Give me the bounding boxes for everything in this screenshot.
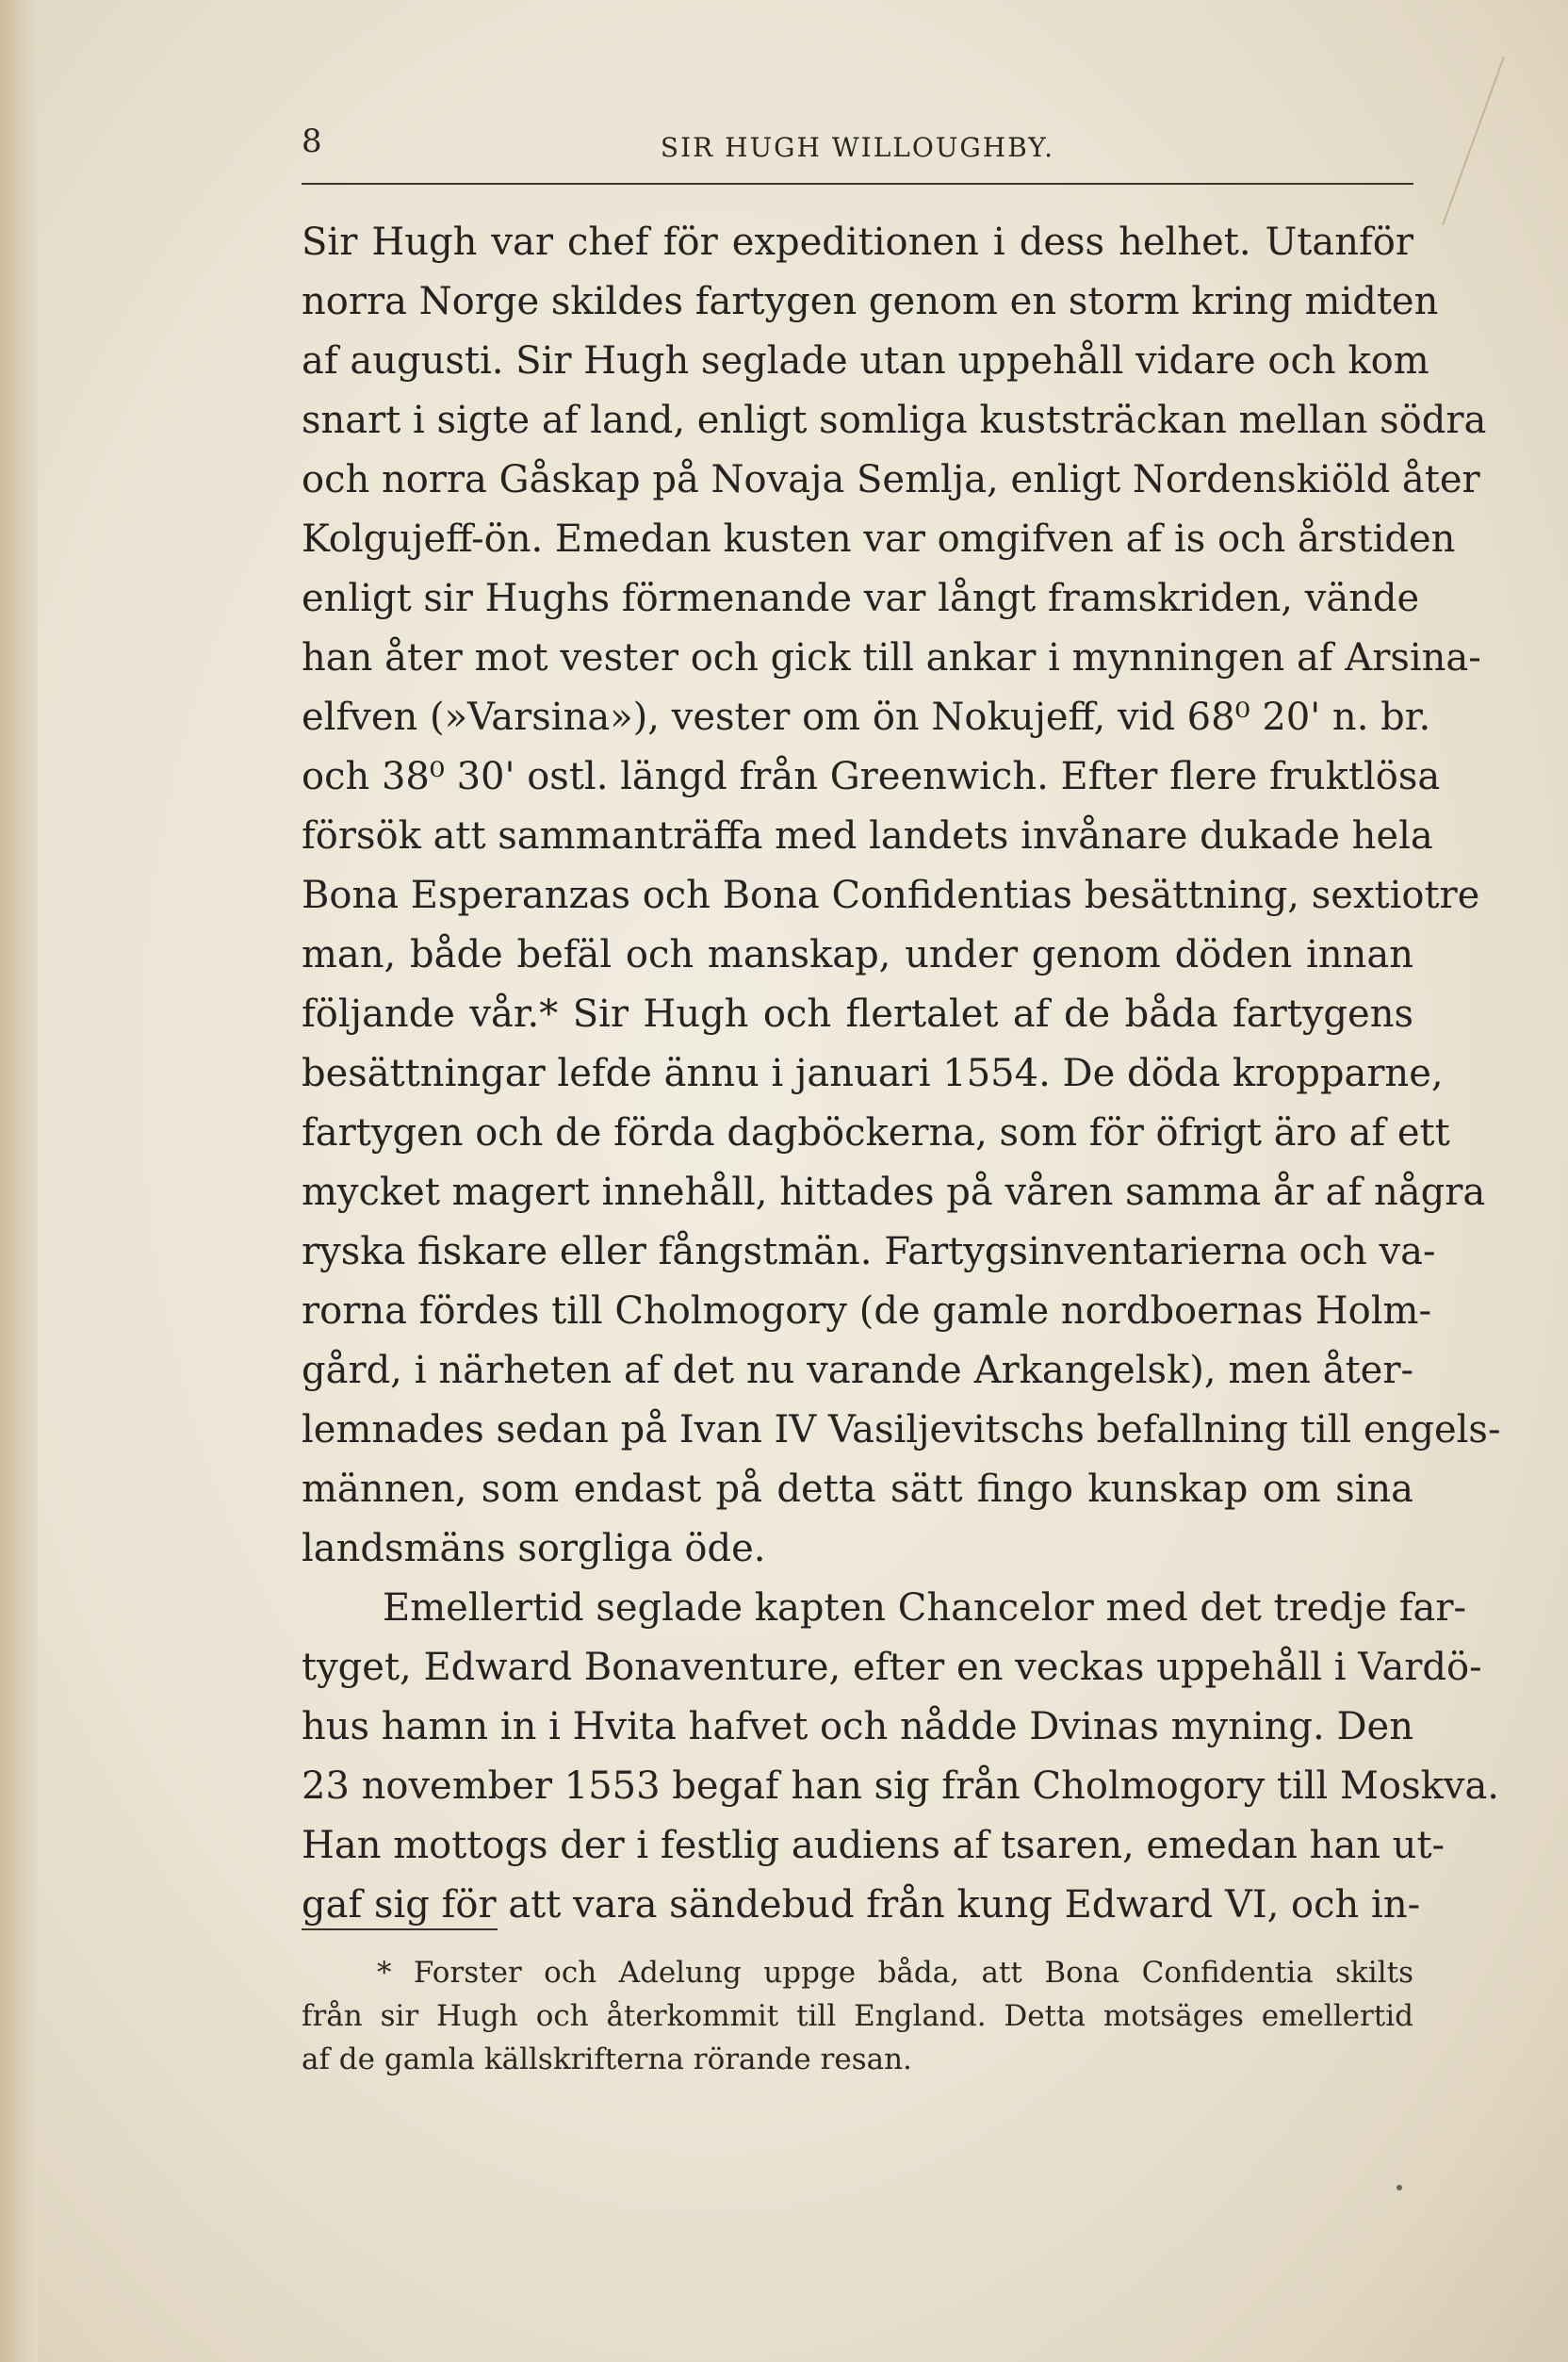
text-line: man, både befäl och manskap, under genom döden innan bbox=[302, 933, 1413, 976]
text-line: ryska fiskare eller fångstmän. Fartygsinventarierna och va- bbox=[302, 1230, 1436, 1273]
text-line: Sir Hugh var chef för expeditionen i dess helhet. Utanför bbox=[302, 221, 1413, 264]
text-line: männen, som endast på detta sätt fingo kunskap om sina bbox=[302, 1468, 1413, 1511]
footnote-line: * Forster och Adelung uppge båda, att Bona Confidentia skilts bbox=[377, 1956, 1413, 1990]
text-line: hus hamn in i Hvita hafvet och nådde Dvinas myning. Den bbox=[302, 1705, 1413, 1748]
text-line: mycket magert innehåll, hittades på våren samma år af några bbox=[302, 1171, 1486, 1214]
footnote-line: af de gamla källskrifterna rörande resan. bbox=[302, 2042, 912, 2076]
text-line: landsmäns sorgliga öde. bbox=[302, 1527, 766, 1570]
text-line: följande vår.* Sir Hugh och flertalet af de båda fartygens bbox=[302, 992, 1413, 1036]
text-line: besättningar lefde ännu i januari 1554. De döda kropparne, bbox=[302, 1052, 1444, 1095]
text-line: af augusti. Sir Hugh seglade utan uppehåll vidare och kom bbox=[302, 339, 1429, 383]
body-text bbox=[302, 213, 1501, 1935]
text-line: gaf sig för att vara sändebud från kung Edward VI, och in- bbox=[302, 1883, 1421, 1927]
paper-speck bbox=[1396, 2185, 1402, 2190]
header-rule bbox=[302, 183, 1413, 185]
running-title: SIR HUGH WILLOUGHBY. bbox=[660, 132, 1055, 163]
text-line: rorna fördes till Cholmogory (de gamle nordboernas Holm- bbox=[302, 1289, 1431, 1333]
text-line: tyget, Edward Bonaventure, efter en veckas uppehåll i Vardö- bbox=[302, 1646, 1482, 1689]
page-number: 8 bbox=[302, 123, 322, 160]
text-line: fartygen och de förda dagböckerna, som för öfrigt äro af ett bbox=[302, 1111, 1450, 1155]
text-line: norra Norge skildes fartygen genom en storm kring midten bbox=[302, 280, 1439, 323]
text-line: Kolgujeff-ön. Emedan kusten var omgifven af is och årstiden bbox=[302, 517, 1456, 561]
text-line: försök att sammanträffa med landets invånare dukade hela bbox=[302, 814, 1433, 858]
footnote-rule bbox=[302, 1928, 498, 1930]
page-header bbox=[302, 123, 1413, 179]
footnote bbox=[302, 1951, 1413, 2081]
text-line: och 38⁰ 30' ostl. längd från Greenwich. Efter flere fruktlösa bbox=[302, 755, 1441, 798]
text-line: Bona Esperanzas och Bona Confidentias besättning, sextiotre bbox=[302, 874, 1480, 917]
paper-crease bbox=[1442, 57, 1505, 225]
text-line: och norra Gåskap på Novaja Semlja, enligt Nordenskiöld åter bbox=[302, 458, 1480, 501]
text-line: han åter mot vester och gick till ankar i mynningen af Arsina- bbox=[302, 636, 1481, 680]
text-line: gård, i närheten af det nu varande Arkangelsk), men åter- bbox=[302, 1349, 1413, 1392]
page-spine-shadow bbox=[0, 0, 38, 2362]
text-line: enligt sir Hughs förmenande var långt framskriden, vände bbox=[302, 577, 1420, 620]
footnote-line: från sir Hugh och återkommit till England. Detta motsäges emellertid bbox=[302, 1999, 1413, 2033]
text-line: elfven (»Varsina»), vester om ön Nokujeff, vid 68⁰ 20' n. br. bbox=[302, 696, 1431, 739]
text-line: Emellertid seglade kapten Chancelor med det tredje far- bbox=[383, 1586, 1467, 1630]
text-line: Han mottogs der i festlig audiens af tsaren, emedan han ut- bbox=[302, 1824, 1446, 1867]
text-line: snart i sigte af land, enligt somliga kuststräckan mellan södra bbox=[302, 399, 1487, 442]
text-line: 23 november 1553 begaf han sig från Cholmogory till Moskva. bbox=[302, 1764, 1500, 1808]
text-line: lemnades sedan på Ivan IV Vasiljevitschs befallning till engels- bbox=[302, 1408, 1501, 1452]
